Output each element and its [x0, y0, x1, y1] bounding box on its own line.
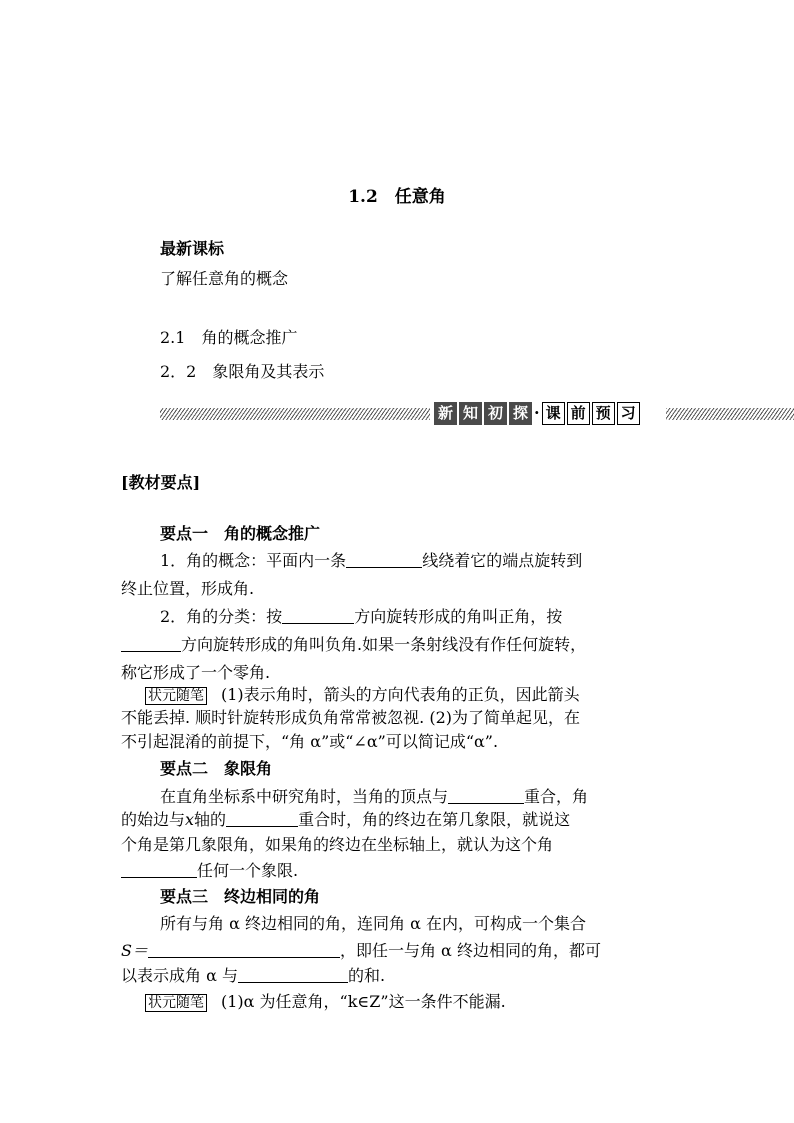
banner-char: 知 — [459, 402, 482, 425]
banner-char: 初 — [484, 402, 507, 425]
p1-note-line-2: 不能丢掉. 顺时针旋转形成负角常常被忽视. (2)为了简单起见，在 — [121, 708, 581, 727]
p2-line-2: 的始边与x轴的 重合时，角的终边在第几象限，就说这 — [121, 810, 571, 829]
toc-item-2: 2．2 象限角及其表示 — [160, 362, 325, 381]
banner-hatch-left — [160, 408, 430, 420]
p1-heading: 要点一 角的概念推广 — [160, 524, 321, 543]
banner-tiles — [434, 402, 642, 425]
fill-blank — [346, 550, 422, 568]
curriculum-content: 了解任意角的概念 — [160, 269, 289, 288]
p3-line-1: 所有与角 α 终边相同的角，连同角 α 在内，可构成一个集合 — [160, 914, 586, 933]
fill-blank — [448, 786, 524, 804]
p1-line-3: 2．角的分类：按 方向旋转形成的角叫正角，按 — [160, 607, 563, 626]
fill-blank — [121, 634, 181, 652]
p1-line-4: 方向旋转形成的角叫负角.如果一条射线没有作任何旋转， — [121, 631, 586, 659]
section-label: [教材要点] — [121, 473, 201, 492]
curriculum-heading: 最新课标 — [160, 239, 225, 258]
p3-line-3: 以表示成角 α 与 的和. — [121, 966, 386, 985]
p3-heading: 要点三 终边相同的角 — [160, 887, 321, 906]
fill-blank — [121, 860, 197, 878]
p2-line-3: 个角是第几象限角，如果角的终边在坐标轴上，就认为这个角 — [121, 835, 554, 854]
banner-char: 习 — [617, 402, 640, 425]
note-tag: 状元随笔 — [145, 994, 207, 1012]
banner-separator: · — [534, 403, 540, 422]
fill-blank — [226, 809, 298, 827]
p1-line-5: 称它形成了一个零角. — [121, 663, 271, 682]
p2-heading: 要点二 象限角 — [160, 759, 273, 778]
fill-blank — [238, 965, 348, 983]
note-tag: 状元随笔 — [145, 687, 207, 705]
banner-char: 新 — [434, 402, 457, 425]
p2-line-1: 在直角坐标系中研究角时，当角的顶点与 重合，角 — [160, 787, 589, 806]
p1-note-line-1: 状元随笔 (1)表示角时，箭头的方向代表角的正负，因此箭头 — [145, 681, 580, 709]
banner-hatch-right — [666, 408, 794, 420]
page-title: 1.2 任意角 — [348, 187, 446, 207]
banner-char: 课 — [542, 402, 565, 425]
p3-note-line-1: 状元随笔 (1)α 为任意角，“k∈Z”这一条件不能漏. — [145, 988, 506, 1016]
banner-char: 预 — [592, 402, 615, 425]
p1-note-line-3: 不引起混淆的前提下，“角 α”或“∠α”可以简记成“α”. — [121, 732, 499, 751]
fill-blank — [282, 606, 354, 624]
fill-blank — [148, 940, 340, 958]
p1-line-2: 终止位置，形成角. — [121, 579, 255, 598]
p2-line-4: 任何一个象限. — [121, 857, 298, 885]
toc-item-1: 2.1 角的概念推广 — [160, 328, 298, 347]
section-banner — [160, 402, 794, 428]
p1-line-1: 1．角的概念：平面内一条 线绕着它的端点旋转到 — [160, 551, 583, 570]
p3-line-2: S＝ ，即任一与角 α 终边相同的角，都可 — [121, 941, 601, 960]
banner-char: 前 — [567, 402, 590, 425]
banner-char: 探 — [509, 402, 532, 425]
